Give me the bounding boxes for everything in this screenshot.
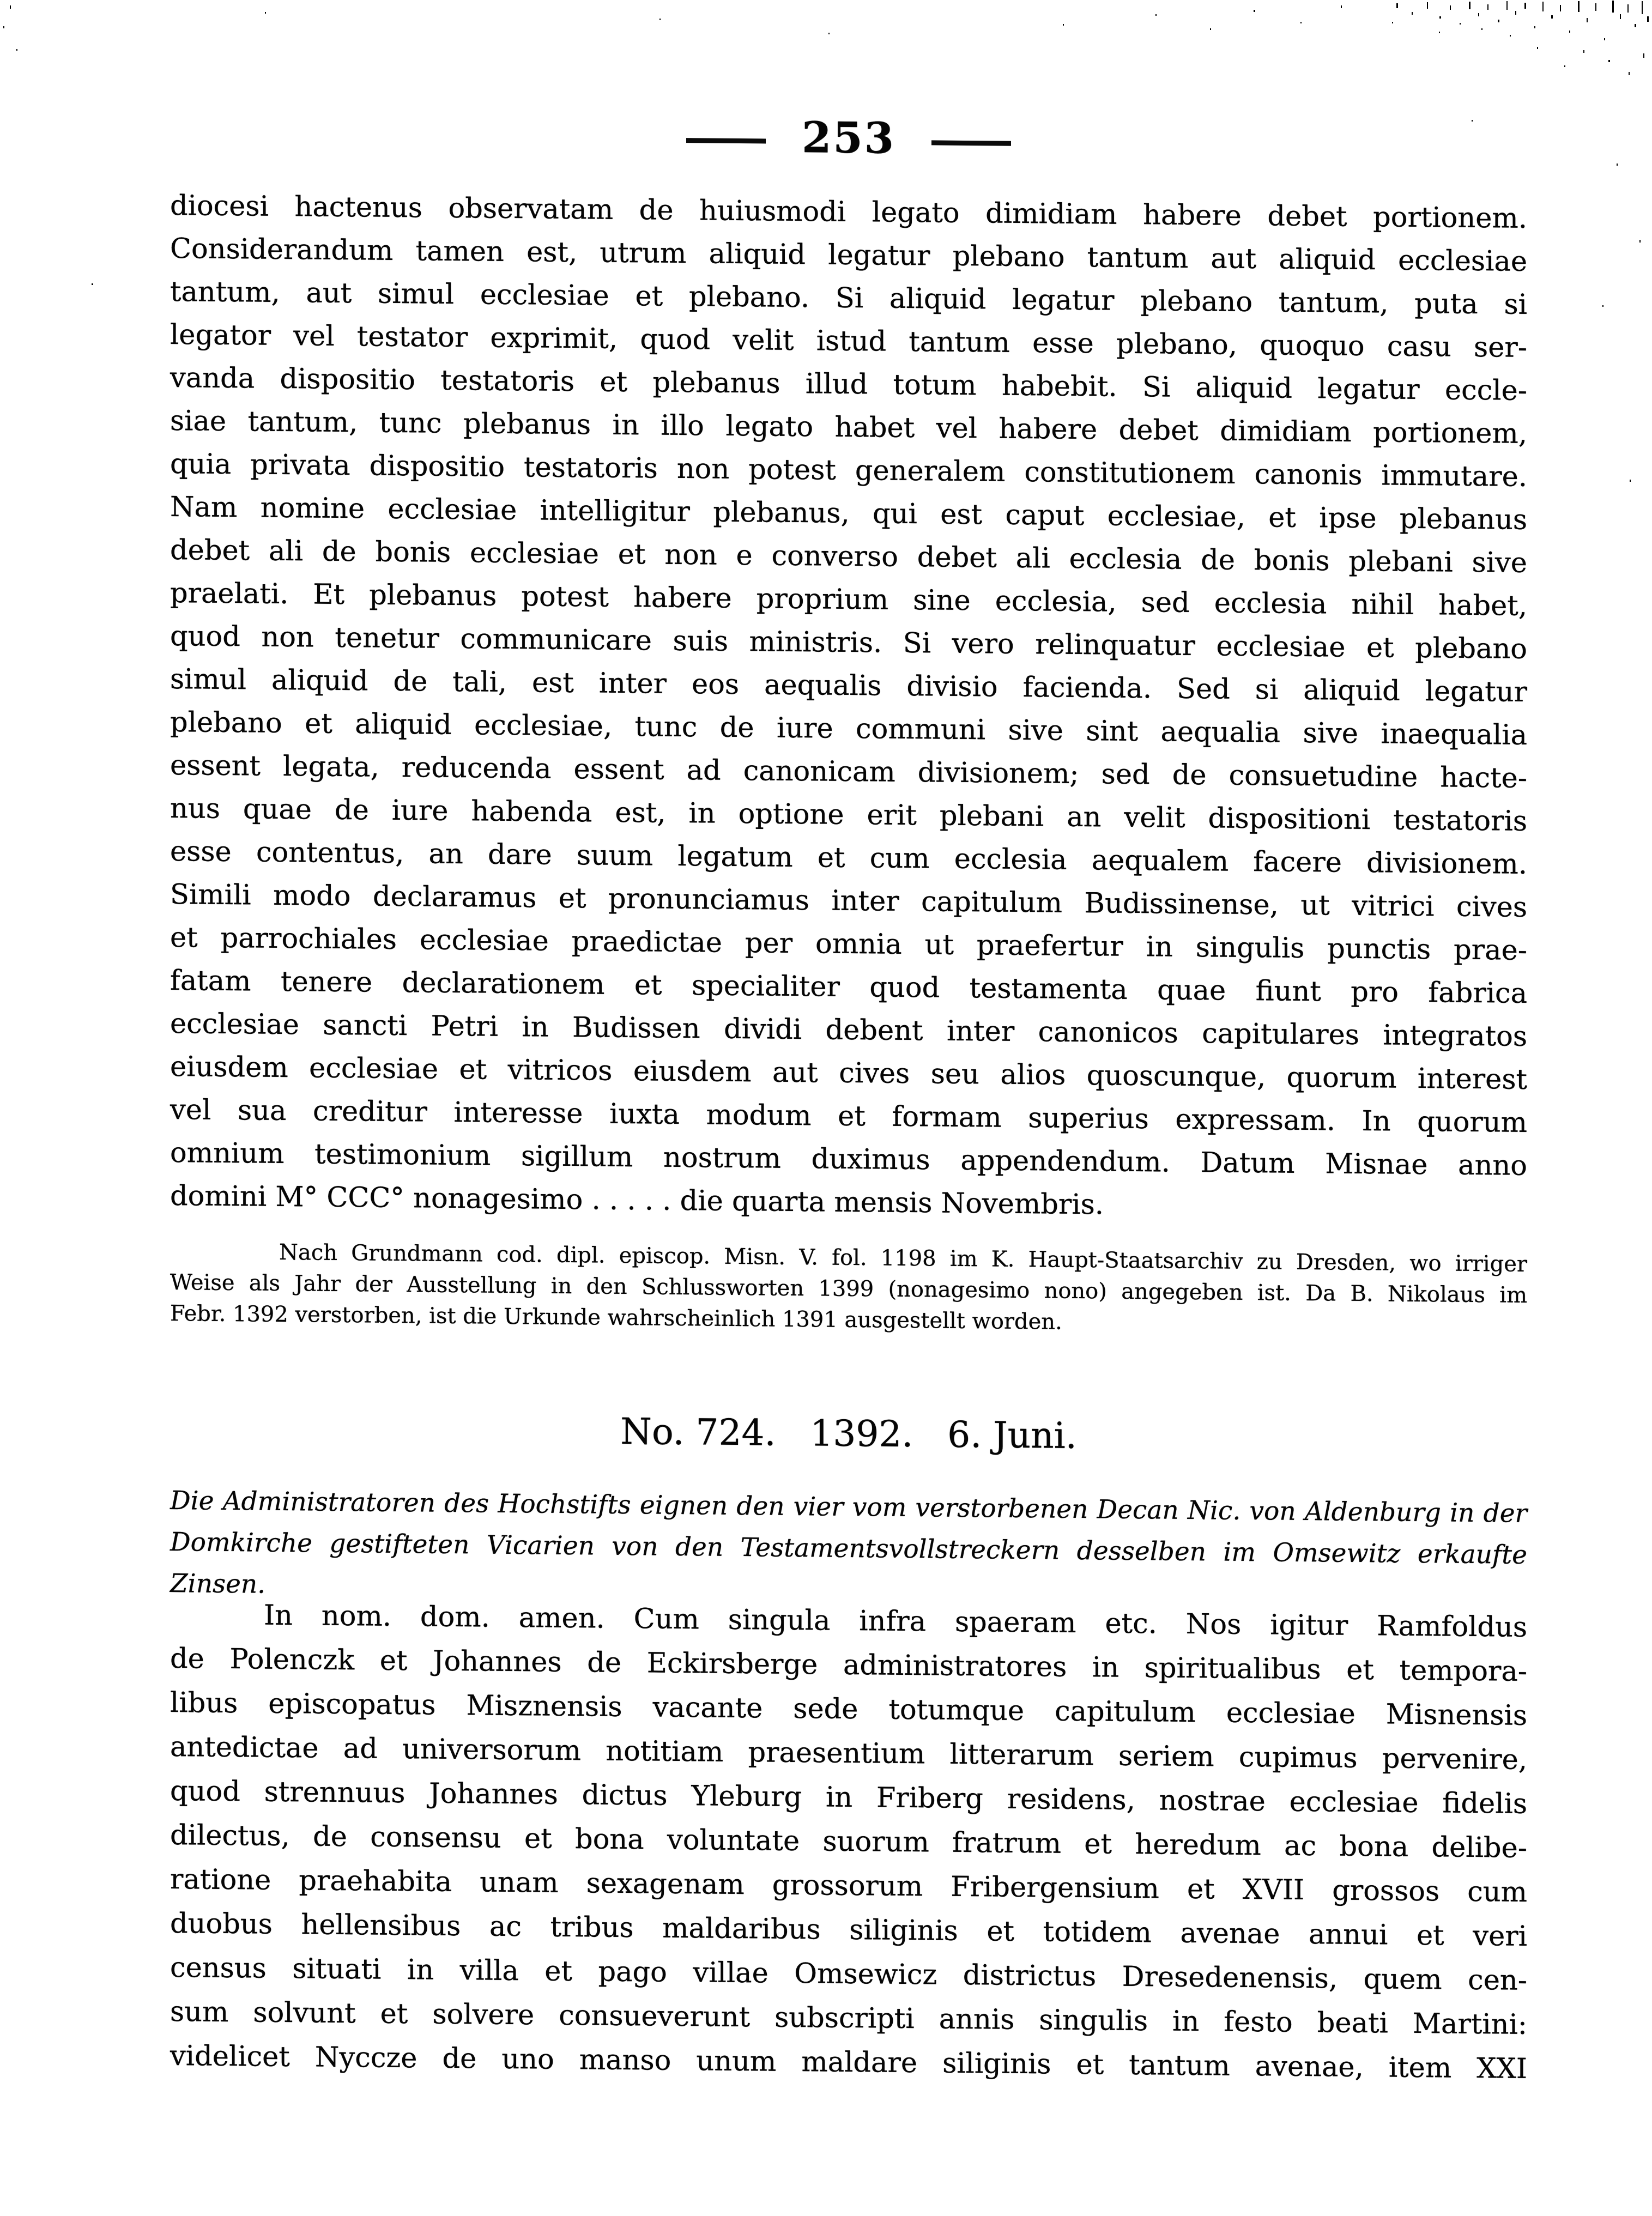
text-line: quod non tenetur communicare suis ministris. Si vero relinquatur ecclesiae et plebano	[170, 620, 1527, 665]
text-line: simul aliquid de tali, est inter eos aequalis divisio facienda. Sed si aliquid legatur	[170, 663, 1527, 709]
text-line: census situati in villa et pago villae Omsewicz districtus Dresedenensis, quem cen-	[170, 1952, 1527, 1997]
text-line: Febr. 1392 verstorben, ist die Urkunde wahrscheinlich 1391 ausgestellt worden.	[170, 1301, 1062, 1335]
text-line: debet ali de bonis ecclesiae et non e converso debet ali ecclesia de bonis plebani sive	[170, 534, 1527, 579]
text-line: siae tantum, tunc plebanus in illo legato habet vel habere debet dimidiam portionem,	[170, 405, 1527, 450]
text-line: antedictae ad universorum notitiam praesentium litterarum seriem cupimus pervenire,	[170, 1731, 1527, 1776]
text-line: Weise als Jahr der Ausstellung in den Schlussworten 1399 (nonagesimo nono) angegeben ist. Da B. Nikolaus im	[170, 1270, 1527, 1308]
page-number: 253	[802, 112, 895, 164]
text-line: praelati. Et plebanus potest habere proprium sine ecclesia, sed ecclesia nihil habet,	[170, 577, 1527, 622]
charter-723-continuation-paragraph	[170, 184, 1527, 1231]
text-line: fatam tenere declarationem et specialiter quod testamenta quae fiunt pro fabrica	[170, 965, 1527, 1010]
header-dash-right-icon	[931, 140, 1011, 146]
text-line: nus quae de iure habenda est, in optione erit plebani an velit dispositioni testatoris	[170, 792, 1527, 838]
text-line: Considerandum tamen est, utrum aliquid legatur plebano tantum aut aliquid ecclesiae	[170, 233, 1527, 278]
text-line: vanda dispositio testatoris et plebanus illud totum habebit. Si aliquid legatur eccle-	[170, 362, 1527, 407]
text-line: libus episcopatus Misznensis vacante sede totumque capitulum ecclesiae Misnensis	[170, 1687, 1527, 1732]
text-line: dilectus, de consensu et bona voluntate suorum fratrum et heredum ac bona delibe-	[170, 1819, 1527, 1864]
text-line: omnium testimonium sigillum nostrum duximus appendendum. Datum Misnae anno	[170, 1137, 1527, 1182]
text-line: sum solvunt et solvere consueverunt subscripti annis singulis in festo beati Martini:	[170, 1996, 1527, 2041]
text-line: legator vel testator exprimit, quod velit istud tantum esse plebano, quoquo casu ser-	[170, 319, 1527, 364]
charter-724-heading: No. 724. 1392. 6. Juni.	[620, 1410, 1077, 1457]
header-dash-left-icon	[686, 138, 766, 143]
charter-724-body-paragraph	[170, 1593, 1527, 2091]
text-line: quia privata dispositio testatoris non potest generalem constitutionem canonis immutare.	[170, 448, 1527, 493]
text-line: de Polenczk et Johannes de Eckirsberge administratores in spiritualibus et tempora-	[170, 1643, 1527, 1688]
text-line: vel sua creditur interesse iuxta modum et formam superius expressam. In quorum	[170, 1094, 1527, 1139]
text-line: Nam nomine ecclesiae intelligitur plebanus, qui est caput ecclesiae, et ipse plebanus	[170, 491, 1527, 536]
text-line: duobus hellensibus ac tribus maldaribus siliginis et totidem avenae annui et veri	[170, 1908, 1527, 1953]
text-line: quod strennuus Johannes dictus Yleburg in Friberg residens, nostrae ecclesiae fidelis	[170, 1775, 1527, 1820]
text-line: diocesi hactenus observatam de huiusmodi legato dimidiam habere debet portionem.	[170, 190, 1527, 235]
text-line: tantum, aut simul ecclesiae et plebano. Si aliquid legatur plebano tantum, puta si	[170, 276, 1527, 321]
text-line: domini M° CCC° nonagesimo . . . . . die quarta mensis Novembris.	[170, 1180, 1104, 1221]
text-line: ecclesiae sancti Petri in Budissen dividi debent inter canonicos capitulares integratos	[170, 1008, 1527, 1053]
text-line: eiusdem ecclesiae et vitricos eiusdem aut cives seu alios quoscunque, quorum interest	[170, 1051, 1527, 1096]
editorial-source-note	[170, 1236, 1527, 1342]
text-line: esse contentus, an dare suum legatum et cum ecclesia aequalem facere divisionem.	[170, 835, 1527, 881]
text-line: ratione praehabita unam sexagenam grossorum Fribergensium et XVII grossos cum	[170, 1863, 1527, 1909]
text-line: et parrochiales ecclesiae praedictae per omnia ut praefertur in singulis punctis prae-	[170, 922, 1527, 967]
text-line: videlicet Nyccze de uno manso unum maldare siliginis et tantum avenae, item XXI	[170, 2040, 1527, 2085]
text-line: Domkirche gestifteten Vicarien von den Testamentsvollstreckern desselben im Omsewitz erkaufte Zinsen.	[170, 1527, 1527, 1600]
text-line: Nach Grundmann cod. dipl. episcop. Misn. V. fol. 1198 im K. Haupt-Staatsarchiv zu Dresden, wo irriger	[279, 1239, 1527, 1277]
text-line: plebano et aliquid ecclesiae, tunc de iure communi sive sint aequalia sive inaequalia	[170, 706, 1527, 752]
text-line: essent legata, reducenda essent ad canonicam divisionem; sed de consuetudine hacte-	[170, 749, 1527, 795]
text-line: In nom. dom. amen. Cum singula infra spaeram etc. Nos igitur Ramfoldus	[264, 1599, 1527, 1644]
text-line: Simili modo declaramus et pronunciamus inter capitulum Budissinense, ut vitrici cives	[170, 879, 1527, 924]
text-line: Die Administratoren des Hochstifts eignen den vier vom verstorbenen Decan Nic. von Aldenburg in der	[170, 1486, 1527, 1529]
